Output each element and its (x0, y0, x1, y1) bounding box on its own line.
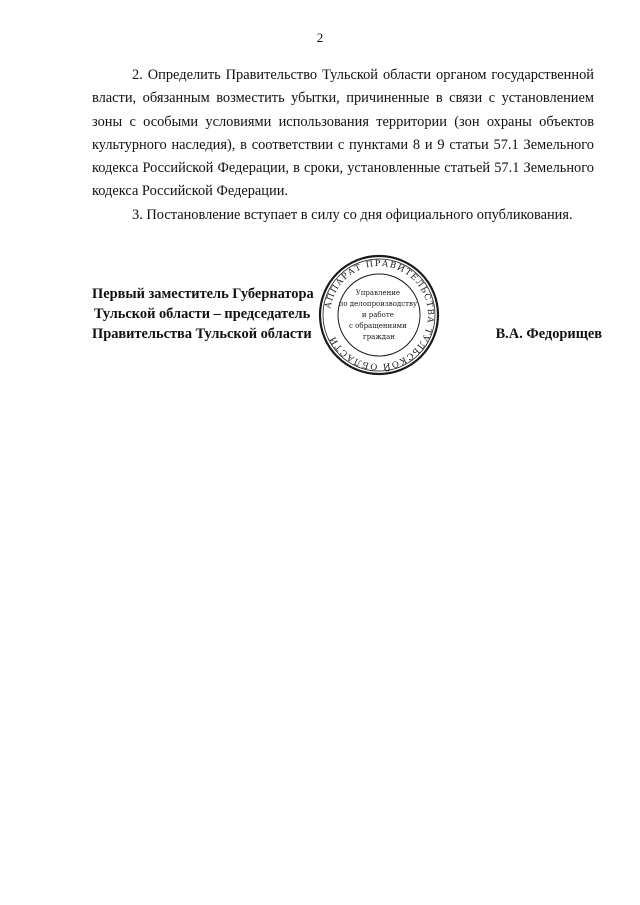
stamp-seal-icon (318, 254, 440, 376)
stamp-center-text: Управление по делопроизводству и работе с обращениями граждан (338, 289, 418, 341)
signatory-title-line-1: Первый заместитель Губернатора (92, 286, 314, 302)
signatory-name: В.А. Федорищев (495, 326, 602, 342)
paragraph-2: 2. Определить Правительство Тульской области органом государственной власти, обязанным возместить убытки, причиненные в связи с установлением зоны с особыми условиями использования территории (зон охраны объектов культурного наследия), в соответствии с пунктами 8 и 9 статьи 57.1 Земельного кодекса Российской Федерации, в сроки, установленные статьей 57.1 Земельного кодекса Российской Федерации. (92, 67, 594, 200)
page-number: 2 (316, 30, 324, 45)
signatory-title (92, 284, 314, 344)
paragraph-3: 3. Постановление вступает в силу со дня официального опубликования. (132, 206, 573, 223)
official-stamp (318, 254, 440, 376)
document-body (92, 64, 594, 227)
stamp-ring-text: АППАРАТ ПРАВИТЕЛЬСТВА ТУЛЬСКОЙ ОБЛАСТИ (323, 258, 436, 372)
signatory-title-line-3: Правительства Тульской области (92, 326, 312, 342)
signatory-title-line-2: Тульской области – председатель (94, 306, 311, 322)
